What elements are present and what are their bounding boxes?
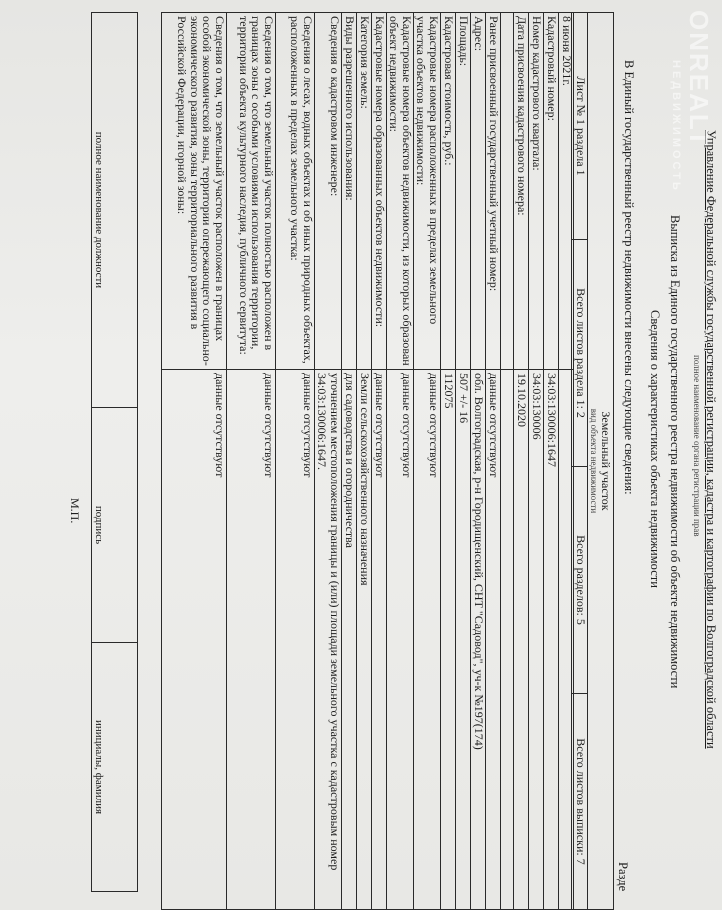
field-label: Категория земель:	[357, 13, 372, 370]
field-label: Кадастровая стоимость, руб.:	[441, 13, 456, 370]
field-row	[559, 13, 574, 910]
field-row	[315, 13, 342, 910]
field-row	[372, 13, 387, 910]
authority-caption: полное наименование органа регистрации прав	[692, 355, 702, 537]
field-row	[414, 13, 441, 910]
field-row	[514, 13, 529, 910]
field-label: Адрес:	[471, 13, 486, 370]
field-label: Виды разрешенного использования:	[342, 13, 357, 370]
field-value: 19.10.2020	[514, 370, 529, 910]
field-row	[276, 13, 315, 910]
signature-field: подпись	[92, 408, 138, 643]
field-row	[357, 13, 372, 910]
field-label	[501, 13, 514, 370]
field-row	[342, 13, 357, 910]
field-label: Кадастровые номера объектов недвижимости, из которых образован объект недвижимости:	[387, 13, 414, 370]
field-value: Земли сельскохозяйственного назначения	[357, 370, 372, 910]
object-type-cell	[588, 13, 614, 910]
field-row	[441, 13, 456, 910]
field-value: обл. Волгоградская, р-н Городищенский, СНТ "Садовод", уч-к №197(174)	[471, 370, 486, 910]
extract-sheets: Всего листов выписки: 7	[572, 694, 588, 910]
field-label: Сведения о том, что земельный участок расположен в границах особой экономической зоны, территории опережающего социально-экономического развития, зоны территориального развития в Российской Федерации, игорной зоны:	[162, 13, 227, 370]
field-value: данные отсутствуют	[227, 370, 276, 910]
field-row	[471, 13, 486, 910]
section-title: Сведения о характеристиках объекта недвижимости	[648, 310, 662, 588]
field-label: Номер кадастрового квартала:	[529, 13, 544, 370]
field-value: уточнением местоположения границы и (или) площади земельного участка с кадастровым номер 34:03:130006:1647.	[315, 370, 342, 910]
field-row	[456, 13, 471, 910]
fields-table	[161, 12, 574, 910]
characteristics-table	[571, 12, 614, 910]
field-label: Кадастровые номера расположенных в пределах земельного участка объектов недвижимости:	[414, 13, 441, 370]
field-label: Сведения о кадастровом инженере:	[315, 13, 342, 370]
field-value: данные отсутствуют	[276, 370, 315, 910]
position-field: полное наименование должности	[92, 13, 138, 408]
section-label: Разде	[616, 862, 630, 892]
field-value: данные отсутствуют	[387, 370, 414, 910]
field-value	[559, 370, 574, 910]
object-type-caption: вид объекта недвижимости	[589, 408, 599, 514]
field-label: Площадь:	[456, 13, 471, 370]
field-label: 8 июня 2021г.	[559, 13, 574, 370]
field-row	[227, 13, 276, 910]
field-value: для садоводства и огородничества	[342, 370, 357, 910]
field-value: 112075	[441, 370, 456, 910]
field-value: данные отсутствуют	[162, 370, 227, 910]
watermark-brand: ONREALT	[684, 10, 714, 148]
field-label: Кадастровый номер:	[544, 13, 559, 370]
authority-name: Управление Федеральной службы государственной регистрации, кадастра и картографии по Волгоградской области	[704, 130, 718, 749]
field-label: Ранее присвоенный государственный учетный номер:	[486, 13, 501, 370]
object-type: Земельный участок	[599, 411, 613, 511]
sheets-total: Всего листов раздела 1: 2	[572, 240, 588, 467]
initials-field: инициалы, фамилия	[92, 643, 138, 892]
intro-text: В Единый государственный реестр недвижимости внесены следующие сведения:	[622, 60, 636, 495]
field-row	[387, 13, 414, 910]
field-value: данные отсутствуют	[486, 370, 501, 910]
field-row	[529, 13, 544, 910]
field-value: данные отсутствуют	[372, 370, 387, 910]
field-row	[501, 13, 514, 910]
extract-title: Выписка из Единого государственного реестра недвижимости об объекте недвижимости	[668, 215, 682, 689]
field-row	[486, 13, 501, 910]
sections-total: Всего разделов: 5	[572, 467, 588, 694]
field-label: Сведения о лесах, водных объектах и об иных природных объектах, расположенных в пределах земельного участка:	[276, 13, 315, 370]
signature-table	[91, 12, 138, 892]
field-label: Кадастровые номера образованных объектов недвижимости:	[372, 13, 387, 370]
field-value: 507 +/- 16	[456, 370, 471, 910]
watermark-subtitle: НЕДВИЖИМОСТЬ	[670, 60, 682, 193]
field-label: Дата присвоения кадастрового номера:	[514, 13, 529, 370]
field-value: 34:03:130006	[529, 370, 544, 910]
field-row	[162, 13, 227, 910]
stamp-place: М.П.	[68, 498, 82, 524]
field-value	[501, 370, 514, 910]
field-row	[544, 13, 559, 910]
field-label: Сведения о том, что земельный участок полностью расположен в границах зоны с особыми условиями использования территории, территории объекта культурного наследия, публичного сервитута:	[227, 13, 276, 370]
field-value: 34:03:130006:1647	[544, 370, 559, 910]
sheet-number: Лист № 1 раздела 1	[572, 13, 588, 240]
field-value: данные отсутствуют	[414, 370, 441, 910]
